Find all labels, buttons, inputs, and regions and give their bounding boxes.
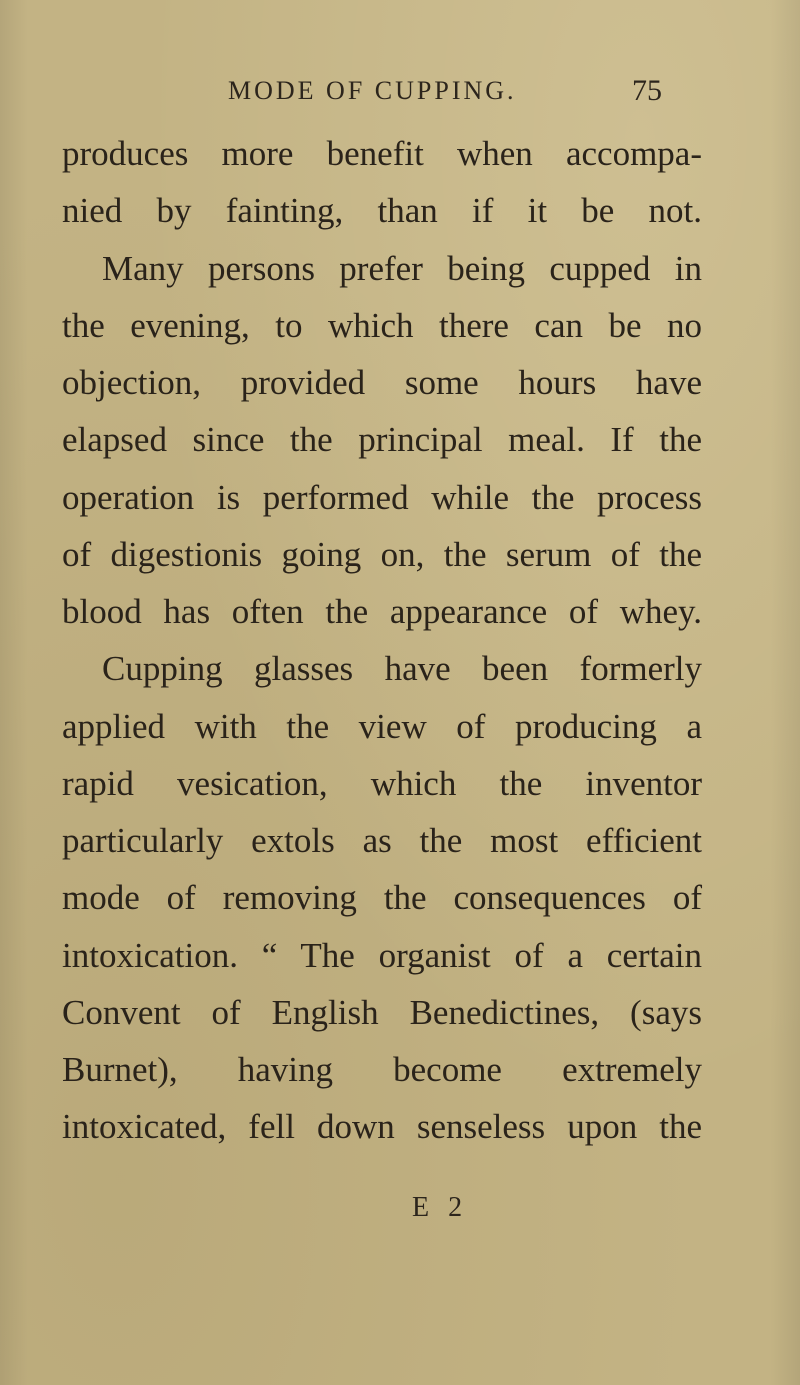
text-line: rapid vesication, which the inventor <box>62 763 702 803</box>
text-line: Convent of English Benedictines, (says <box>62 992 702 1032</box>
text-line: produces more benefit when accompa- <box>62 134 702 173</box>
text-line: Cupping glasses have been formerly <box>102 649 702 689</box>
text-line: nied by fainting, than if it be not. <box>62 191 702 231</box>
text-line: objection, provided some hours have <box>62 363 702 402</box>
text-line: intoxicated, fell down senseless upon the <box>62 1107 702 1147</box>
signature-mark: E 2 <box>412 1192 469 1223</box>
text-line: intoxication. “ The organist of a certain <box>62 935 702 975</box>
text-line: of digestionis going on, the serum of the <box>62 534 702 574</box>
running-head-title: MODE OF CUPPING. <box>228 76 517 105</box>
text-line: particularly extols as the most efficient <box>62 821 702 860</box>
text-line: mode of removing the consequences of <box>62 878 702 918</box>
body-text <box>62 125 702 1156</box>
text-line: elapsed since the principal meal. If the <box>62 420 702 460</box>
text-line: Burnet), having become extremely <box>62 1050 702 1089</box>
page-number: 75 <box>632 74 662 107</box>
text-line: operation is performed while the process <box>62 477 702 517</box>
text-line: blood has often the appearance of whey. <box>62 592 702 631</box>
text-line: the evening, to which there can be no <box>62 305 702 345</box>
text-line: Many persons prefer being cupped in <box>102 248 702 288</box>
running-head <box>0 72 800 112</box>
text-line: applied with the view of producing a <box>62 706 702 746</box>
